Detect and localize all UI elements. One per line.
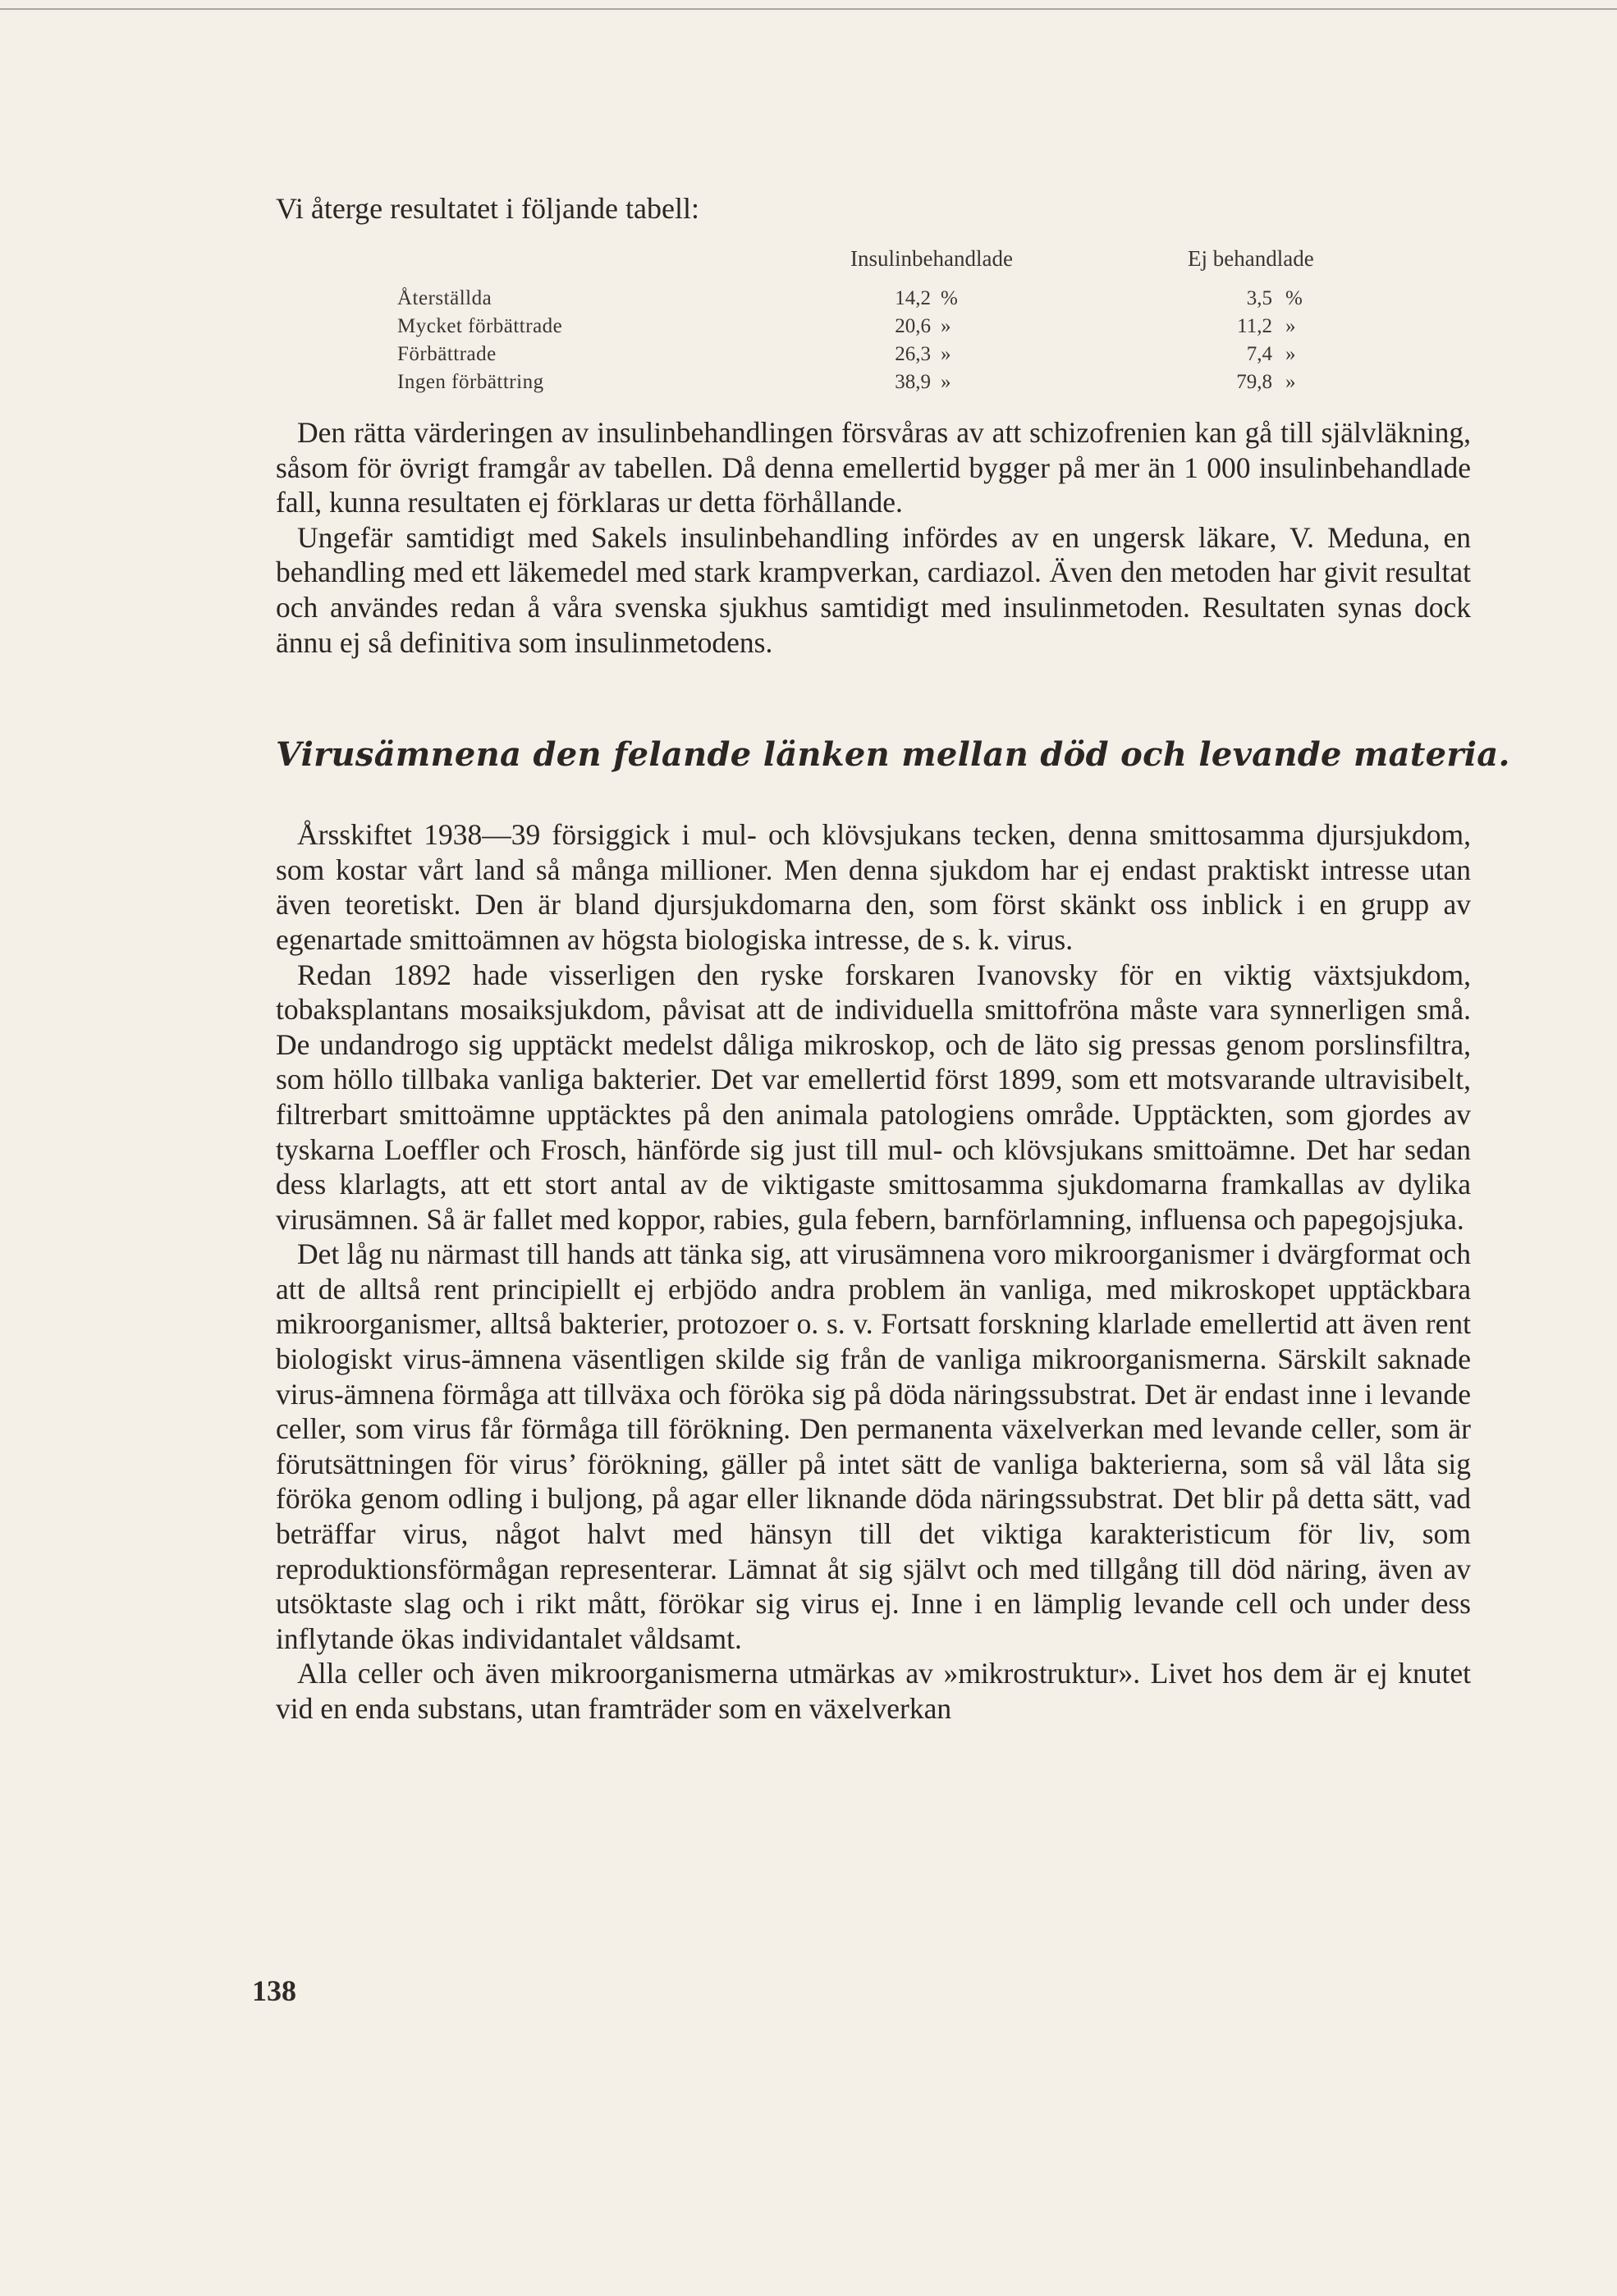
untreated-value: 79,8 — [1236, 371, 1272, 393]
body-paragraph: Den rätta värderingen av insulinbehandlingen försvåras av att schizofrenien kan gå till självläkning, såsom för övrigt framgår av tabellen. Då denna emellertid bygger på mer än 1 000 insulinbehandlade fall, kunna resultaten ej förklaras ur detta förhållande. — [276, 416, 1471, 519]
insulin-unit: » — [941, 315, 951, 337]
untreated-value: 11,2 — [1237, 315, 1272, 337]
body-paragraph: Det låg nu närmast till hands att tänka sig, att virusämnena voro mikroorganismer i dvärgformat och att de alltså rent principiellt ej erbjödo andra problem än vanliga, med mikroskopet upptäckbara mikroorganismer, alltså bakterier, protozoer o. s. v. Fortsatt forskning klarlade emellertid att även rent biologiskt virus-ämnena väsentligen skilde sig från de vanliga mikroorganismerna. Särskilt saknade virus-ämnena förmåga att tillväxa och föröka sig på döda näringssubstrat. Det är endast inne i levande celler, som virus får förmåga till förökning. Den permanenta växelverkan med levande celler, som är förutsättningen för virus’ förökning, gäller på intet sätt de vanliga bakterierna, som så väl låta sig föröka genom odling i buljong, på agar eller liknande döda näringssubstrat. Det blir på detta sätt, vad beträffar virus, något halvt med hänsyn till det viktiga karakteristicum för liv, som reproduktionsförmågan representerar. Lämnat åt sig självt och med tillgång till död näring, även av utsöktaste slag och i rikt mått, förökar sig virus ej. Inne i en lämplig levande cell och under dess inflytande ökas individantalet våldsamt. — [276, 1237, 1471, 1655]
page-body — [276, 190, 1510, 1727]
insulin-value: 20,6 — [895, 315, 931, 337]
page-number: 138 — [252, 1974, 296, 2007]
body-paragraph: Ungefär samtidigt med Sakels insulinbehandling infördes av en ungersk läkare, V. Meduna, en behandling med ett läkemedel med stark krampverkan, cardiazol. Även den metoden har givit resultat och användes redan å våra svenska sjukhus samtidigt med insulinmetoden. Resultaten synas dock ännu ej så definitiva som insulinmetodens. — [276, 520, 1471, 659]
column-header-insulin: Insulinbehandlade — [850, 246, 1013, 271]
row-label: Ingen förbättring — [397, 371, 544, 393]
table-row — [276, 371, 1471, 399]
table-row — [276, 287, 1471, 315]
table-intro: Vi återge resultatet i följande tabell: — [276, 192, 699, 225]
table-row — [276, 343, 1471, 371]
insulin-unit: % — [941, 287, 958, 309]
insulin-value: 14,2 — [895, 287, 931, 309]
row-label: Förbättrade — [397, 343, 497, 365]
untreated-value: 7,4 — [1246, 343, 1272, 365]
untreated-unit: » — [1285, 343, 1296, 365]
untreated-unit: % — [1285, 287, 1303, 309]
page-top-edge-line — [0, 8, 1617, 10]
insulin-value: 26,3 — [895, 343, 931, 365]
body-paragraph: Alla celler och även mikroorganismerna utmärkas av »mikrostruktur». Livet hos dem är ej knutet vid en enda substans, utan framträder som en växelverkan — [276, 1657, 1471, 1725]
untreated-value: 3,5 — [1246, 287, 1272, 309]
table-row — [276, 315, 1471, 343]
column-header-untreated: Ej behandlade — [1188, 246, 1314, 271]
body-paragraph: Redan 1892 hade visserligen den ryske forskaren Ivanovsky för en viktig växtsjukdom, tobaksplantans mosaiksjukdom, påvisat att de individuella smittofröna måste vara synnerligen små. De undandrogo sig upptäckt medelst dåliga mikroskop, och de läto sig pressas genom porslinsfiltra, som höllo tillbaka vanliga bakterier. Det var emellertid först 1899, som ett motsvarande ultravisibelt, filtrerbart smittoämne upptäcktes på den animala patologiens område. Upptäckten, som gjordes av tyskarna Loeffler och Frosch, hänförde sig just till mul- och klövsjukans smittoämne. Det har sedan dess klarlagts, att ett stort antal av de viktigaste smittosamma sjukdomarna framkallas av dylika virusämnen. Så är fallet med koppor, rabies, gula febern, barnförlamning, influensa och papegojsjuka. — [276, 958, 1471, 1236]
insulin-unit: » — [941, 371, 951, 393]
results-table — [276, 246, 1471, 393]
untreated-unit: » — [1285, 371, 1296, 393]
row-label: Mycket förbättrade — [397, 315, 563, 337]
insulin-unit: » — [941, 343, 951, 365]
row-label: Återställda — [397, 287, 492, 309]
body-paragraph: Årsskiftet 1938—39 försiggick i mul- och klövsjukans tecken, denna smittosamma djursjukdom, som kostar vårt land så många millioner. Men denna sjukdom har ej endast praktiskt intresse utan även teoretiskt. Den är bland djursjukdomarna den, som först skänkt oss inblick i en grupp av egenartade smittoämnen av högsta biologiska intresse, de s. k. virus. — [276, 818, 1471, 956]
section-heading: Virusämnena den felande länken mellan död och levande materia. — [276, 735, 1510, 775]
insulin-value: 38,9 — [895, 371, 931, 393]
untreated-unit: » — [1285, 315, 1296, 337]
